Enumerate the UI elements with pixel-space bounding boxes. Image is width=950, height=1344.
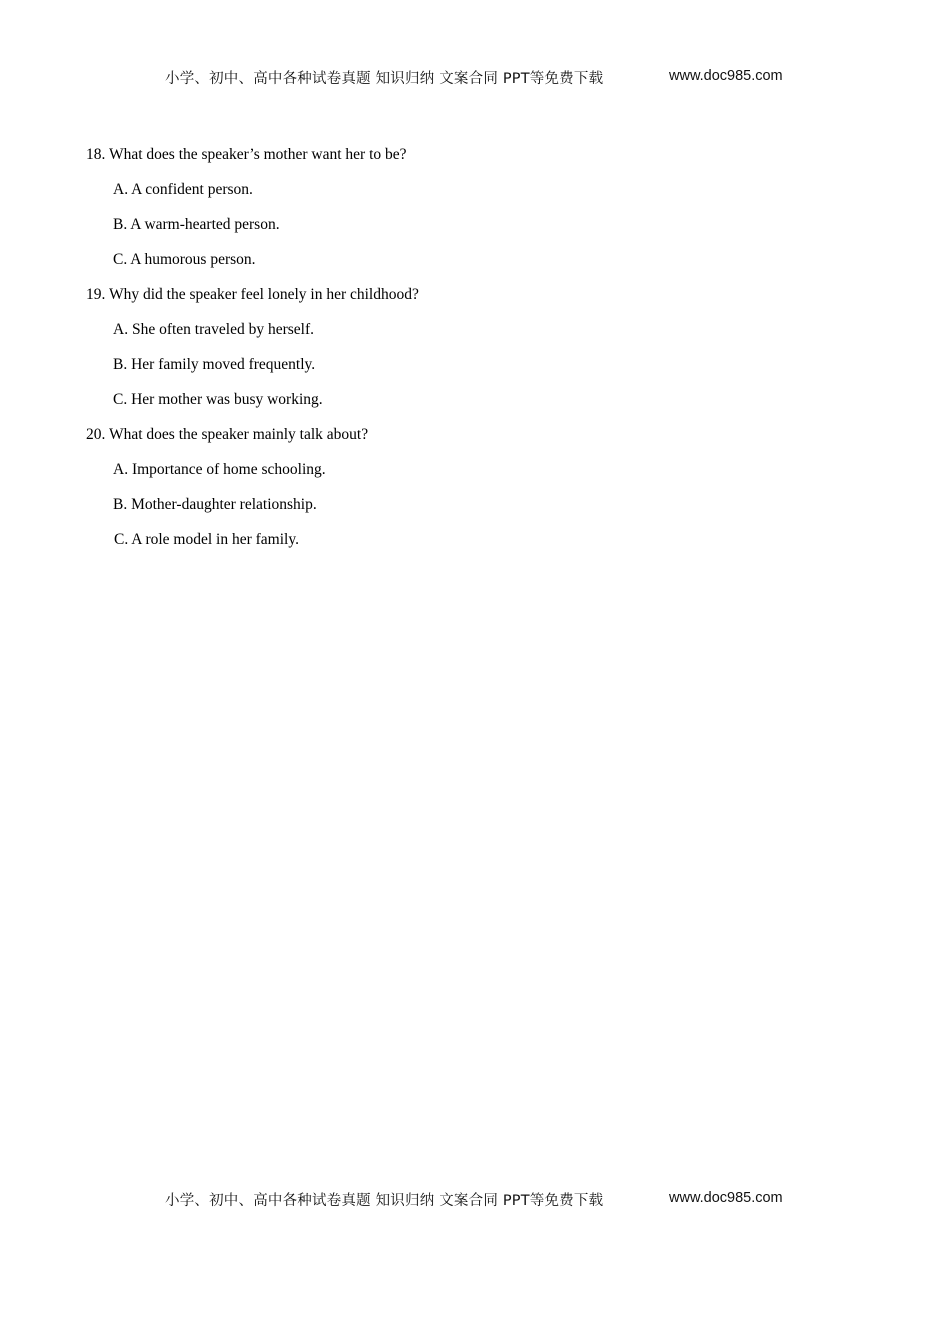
header-text: 小学、初中、高中各种试卷真题 知识归纳 文案合同 PPT等免费下载 — [165, 71, 604, 87]
page-footer — [0, 1189, 950, 1213]
question-19-stem: 19. Why did the speaker feel lonely in her childhood? — [86, 286, 419, 303]
question-20-stem: 20. What does the speaker mainly talk about? — [86, 426, 369, 443]
question-18-option-b: B. A warm-hearted person. — [113, 216, 280, 233]
question-19-option-b: B. Her family moved frequently. — [113, 356, 316, 373]
header-url[interactable]: www.doc985.com — [669, 68, 783, 84]
question-18-option-a: A. A confident person. — [113, 181, 253, 198]
question-20-option-b: B. Mother-daughter relationship. — [113, 496, 317, 513]
question-18-option-c: C. A humorous person. — [113, 251, 256, 268]
footer-text: 小学、初中、高中各种试卷真题 知识归纳 文案合同 PPT等免费下载 — [165, 1193, 604, 1209]
question-19-option-a: A. She often traveled by herself. — [113, 321, 315, 338]
page-header — [0, 67, 950, 91]
question-20-option-c: C. A role model in her family. — [114, 531, 299, 548]
question-20-option-a: A. Importance of home schooling. — [113, 461, 326, 478]
question-18-stem: 18. What does the speaker’s mother want her to be? — [86, 146, 407, 163]
question-19-option-c: C. Her mother was busy working. — [113, 391, 323, 408]
footer-url[interactable]: www.doc985.com — [669, 1190, 783, 1206]
